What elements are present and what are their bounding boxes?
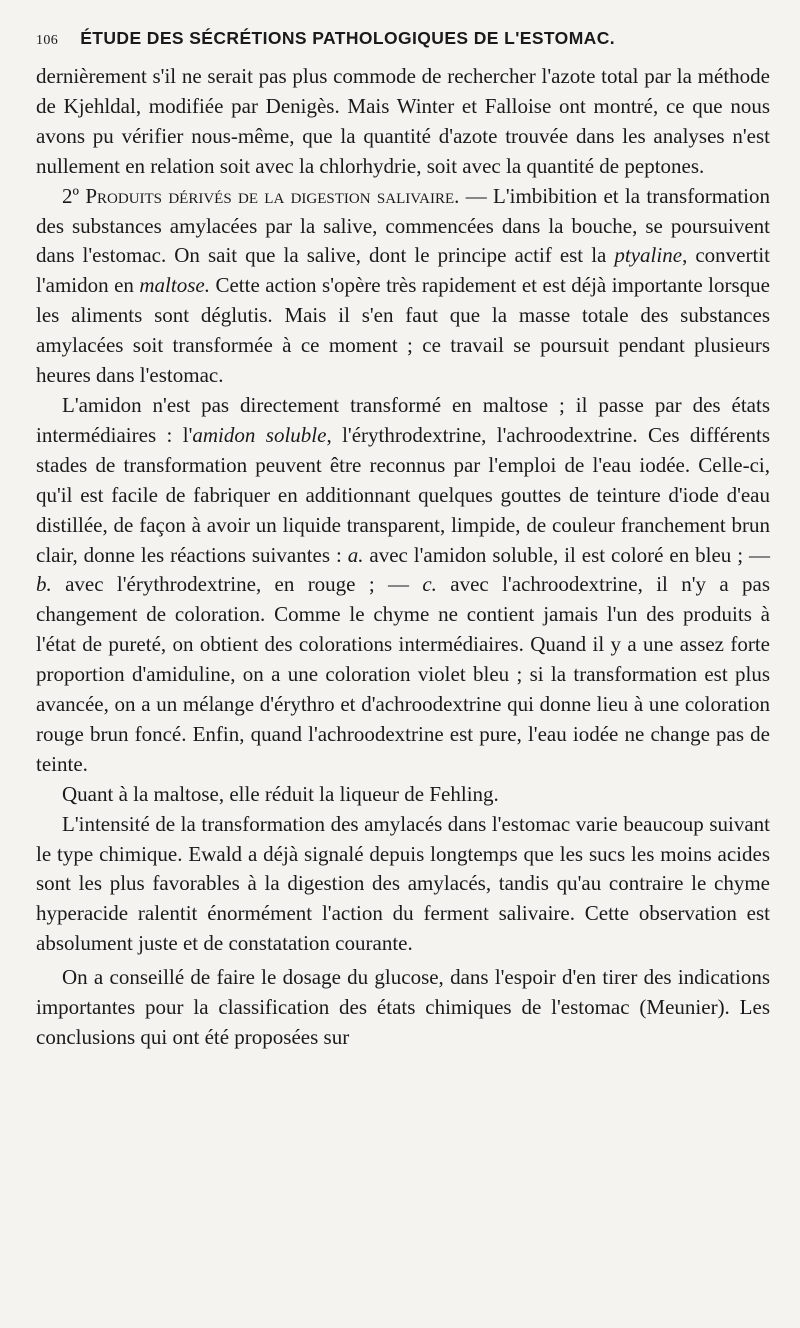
term-maltose: maltose. (139, 273, 210, 298)
paragraph-2-text-a: — L'imbibition et la transformation des substances amylacées par la salive, commencées dans la bouche, se poursuivent dans l'estomac. On sait que la salive, dont le principe actif est la (36, 183, 771, 268)
item-marker-b: b. (36, 572, 52, 597)
paragraph-4: Quant à la maltose, elle réduit la liqueur de Fehling. (62, 781, 499, 806)
paragraph-2 (36, 182, 770, 391)
body-text (36, 62, 770, 1053)
term-ptyaline: ptyaline (614, 243, 683, 268)
paragraph-1: dernièrement s'il ne serait pas plus commode de rechercher l'azote total par la méthode de Kjehldal, modifiée par Denigès. Mais Winter et Falloise ont montré, ce que nous avons pu vérifier nous-même, que la quantité d'azote trouvée dans les analyses n'est nullement en relation soit avec la chlorhydrie, soit avec la quantité de peptones. (36, 64, 770, 178)
paragraph-3-text-b: , l'érythrodextrine, l'achroodextrine. Ces différents stades de transformation peuvent être reconnus par l'emploi de l'eau iodée. Celle-ci, qu'il est facile de fabriquer en additionnant quelques gouttes de teinture d'iode d'eau distillée, de façon à avoir un liquide transparent, limpide, de couleur franchement brun clair, donne les réactions suivantes : (36, 422, 770, 567)
paragraph-2-text-c: Cette action s'opère très rapidement et est déjà importante lorsque les aliments sont déglutis. Mais il s'en faut que la masse totale des substances amylacées soit transformée à ce moment ; ce travail se poursuit pendant plusieurs heures dans l'estomac. (36, 273, 770, 388)
paragraph-2-text-b: , convertit l'amidon en (36, 243, 770, 298)
paragraph-3-text-d: avec l'érythrodextrine, en rouge ; — (51, 572, 423, 597)
paragraph-5: L'intensité de la transformation des amylacés dans l'estomac varie beaucoup suivant le type chimique. Ewald a déjà signalé depuis longtemps que les sucs les moins acides sont les plus favorables à la digestion des amylacés, tandis qu'au contraire le chyme hyperacide ralentit énormément l'action du ferment salivaire. Cette observation est absolument juste et de constatation courante. (36, 811, 770, 956)
item-marker-c: c. (422, 572, 437, 597)
page-number: 106 (36, 33, 59, 48)
paragraph-3-text-e: avec l'achroodextrine, il n'y a pas changement de coloration. Comme le chyme ne contient jamais l'un des produits à l'état de pureté, on obtient des colorations intermédiaires. Quand il y a une assez forte proportion d'amiduline, on a une coloration violet bleu ; si la transformation est plus avancée, on a un mélange d'érythro et d'achroodextrine qui donne lieu à une coloration rouge brun foncé. Enfin, quand l'achroodextrine est pure, l'eau iodée ne change pas de teinte. (36, 572, 770, 776)
running-title: ÉTUDE DES SÉCRÉTIONS PATHOLOGIQUES DE L'ESTOMAC. (80, 28, 616, 48)
term-amidon-soluble: amidon soluble (192, 422, 327, 447)
paragraph-6: On a conseillé de faire le dosage du glucose, dans l'espoir d'en tirer des indications importantes pour la classification des états chimiques de l'estomac (Meunier). Les conclusions qui ont été proposées sur (36, 965, 770, 1049)
section-number: 2º (62, 183, 80, 208)
page-header (36, 28, 770, 62)
paragraph-3-text-c: avec l'amidon soluble, il est coloré en bleu ; — (363, 542, 770, 567)
paragraph-3-text-a: L'amidon n'est pas directement transformé en maltose ; il passe par des états intermédiaires : l' (36, 392, 770, 447)
section-heading: Produits dérivés de la digestion salivaire. (85, 183, 460, 208)
item-marker-a: a. (347, 542, 364, 567)
paragraph-3 (36, 391, 770, 780)
